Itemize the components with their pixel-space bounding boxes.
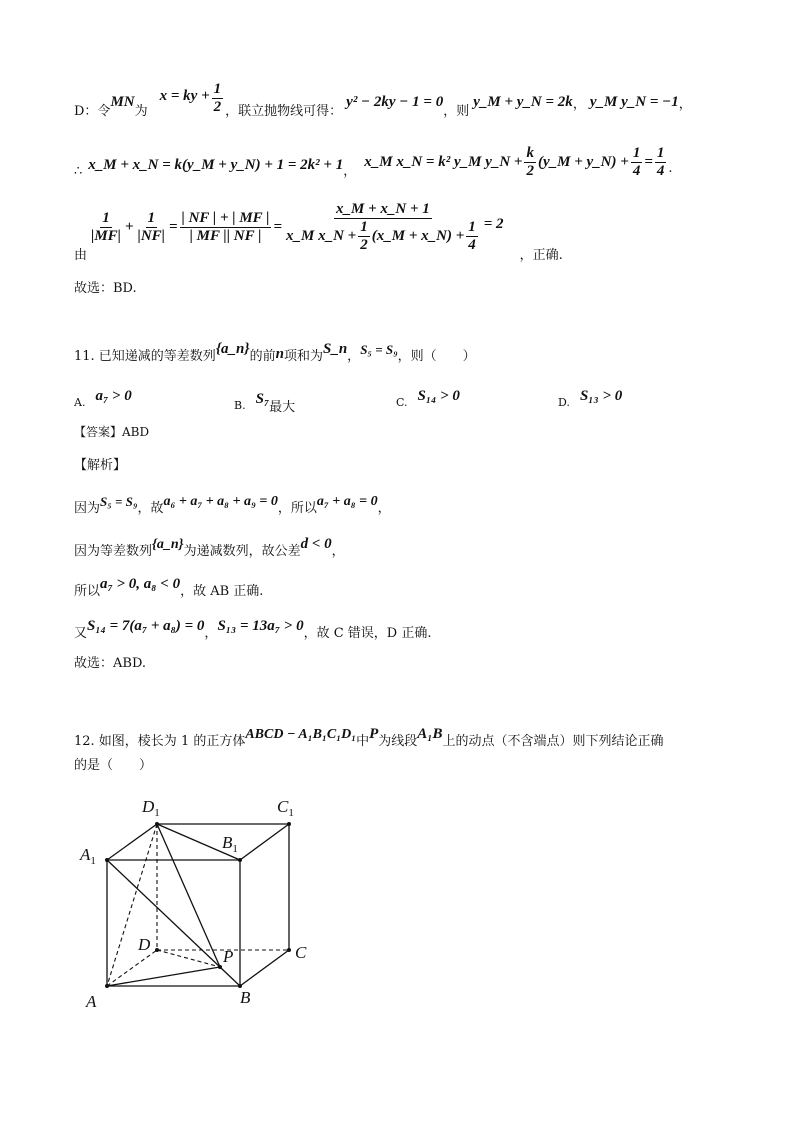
q11-stem-c: 项和为 <box>283 348 323 364</box>
vertex-c <box>287 948 291 952</box>
sum-over-product-fraction <box>180 210 272 245</box>
s1-a: 因为 <box>74 501 101 516</box>
product-x-mid: (y_M + y_N) + <box>537 153 629 170</box>
reciprocal-line <box>74 196 563 264</box>
inv-mf-fraction <box>89 210 123 245</box>
q11-step2 <box>74 530 345 559</box>
quarter-den: 4 <box>632 162 641 179</box>
product-x-left: x_M x_N = k² y_M y_N + <box>364 153 523 170</box>
s4-a: 又 <box>74 626 88 641</box>
tail-comma: ， <box>678 96 692 112</box>
option-c-label: C. <box>396 396 408 409</box>
label-b: B <box>240 988 251 1007</box>
part-d-wei: 为 <box>134 103 148 119</box>
k-num: k <box>526 144 534 161</box>
den-half-fraction <box>358 219 370 254</box>
edge-a-d-hidden <box>107 950 157 986</box>
label-a: A <box>86 992 97 1011</box>
big-fraction <box>284 201 482 254</box>
s2-a: 因为等差数列 <box>74 544 153 559</box>
q12-stem <box>74 720 664 749</box>
q11-stem <box>74 340 476 368</box>
s3-b: ，故 AB 正确. <box>180 584 264 599</box>
option-d[interactable] <box>558 384 622 409</box>
segment-a1b: A₁B <box>417 726 443 742</box>
s2-e1: {a_n} <box>152 536 184 552</box>
var-n: n <box>275 345 284 362</box>
answer-q10: 故选：BD. <box>74 281 137 296</box>
therefore-symbol: ∴ <box>74 163 83 179</box>
q12-stem-d: 上的动点（不含端点）则下列结论正确 <box>442 734 664 749</box>
vertex-a <box>105 984 109 988</box>
segment-a-p <box>107 967 220 986</box>
q11-answer: 【答案】ABD <box>74 425 150 439</box>
part-d-line <box>74 78 692 126</box>
k-den: 2 <box>526 162 534 179</box>
big-den-a: x_M x_N + <box>286 227 357 244</box>
s2-c: ， <box>331 544 345 559</box>
inv-mf-den: |MF| <box>91 227 121 244</box>
sum-sn: S_n <box>322 340 348 357</box>
q11-final: 故选：ABD. <box>74 656 147 671</box>
label-c: C <box>295 943 307 962</box>
q11-analysis: 【解析】 <box>74 458 127 473</box>
den-half-num: 1 <box>360 218 368 235</box>
inv-nf-fraction <box>136 210 167 245</box>
vertex-b1 <box>238 858 242 862</box>
vertex-d1 <box>155 822 159 826</box>
s3-a: 所以 <box>74 584 101 599</box>
half-fraction <box>212 81 224 116</box>
q12-stem-b: 中 <box>356 734 370 749</box>
half-num: 1 <box>213 80 222 97</box>
big-num: x_M + x_N + 1 <box>336 200 430 217</box>
comma: ， <box>343 163 357 179</box>
you-char: 由 <box>74 247 88 263</box>
option-d-expr: S₁₃ > 0 <box>579 388 623 404</box>
vertex-c1 <box>287 822 291 826</box>
den-q-den: 4 <box>468 236 476 253</box>
q11-step1 <box>74 487 391 516</box>
plus: + <box>124 218 134 235</box>
half-den: 2 <box>213 98 222 115</box>
big-den <box>284 219 482 254</box>
option-c-expr: S₁₄ > 0 <box>417 388 460 404</box>
option-a-label: A. <box>74 396 86 409</box>
equals-2: = <box>273 218 283 235</box>
option-d-label: D. <box>558 396 570 409</box>
s4-b: ， <box>204 626 218 641</box>
part-d-ze: ，则 <box>443 103 470 119</box>
vertex-a1 <box>105 858 109 862</box>
edge-b1-c1 <box>240 824 289 860</box>
s4-e2: S₁₃ = 13a₇ > 0 <box>217 618 304 634</box>
option-b-label: B. <box>234 399 246 412</box>
s4-c: ，故 C 错误，D 正确. <box>303 626 432 641</box>
part-d-mid: ，联立抛物线可得： <box>225 103 343 119</box>
inv-nf-num: 1 <box>147 209 155 226</box>
big-den-b: (x_M + x_N) + <box>371 227 465 244</box>
den-q-num: 1 <box>468 218 476 235</box>
option-b-expr: S₇ <box>255 391 270 407</box>
den-quarter-fraction <box>466 219 478 254</box>
s1-c: ，所以 <box>277 501 317 516</box>
q11-stem-b: 的前 <box>249 348 276 364</box>
inv-nf-den: |NF| <box>137 227 165 244</box>
label-p: P <box>223 947 234 966</box>
q12-stem-a: 12. 如图，棱长为 1 的正方体 <box>74 734 246 749</box>
sum-y-eq: y_M + y_N = 2k <box>473 93 573 110</box>
comma: ， <box>347 348 361 364</box>
sum-num: | NF | + | MF | <box>181 209 270 226</box>
den-half-den: 2 <box>360 236 368 253</box>
s1-e3: a₇ + a₈ = 0 <box>316 493 378 509</box>
edge-b-c <box>240 950 289 986</box>
equals: = <box>168 218 178 235</box>
cube-name: ABCD − A₁B₁C₁D₁ <box>245 726 357 742</box>
option-a-expr: a₇ > 0 <box>95 388 132 404</box>
equals: = <box>644 153 653 170</box>
q11-step4 <box>74 612 431 641</box>
s2-b: 为递减数列，故公差 <box>183 544 301 559</box>
point-p: P <box>369 726 379 742</box>
label-a1: $A_1$ <box>80 845 96 867</box>
option-b[interactable] <box>234 384 295 415</box>
s3-e1: a₇ > 0, a₈ < 0 <box>100 576 181 592</box>
mn-symbol: MN <box>110 93 135 110</box>
q11-stem-d: ，则（ ） <box>397 348 476 364</box>
cond-s5-s9: S₅ = S₉ <box>360 342 398 357</box>
segment-d1-a-hidden <box>107 824 157 986</box>
option-b-tail: 最大 <box>269 400 296 415</box>
quarter-num: 1 <box>632 144 641 161</box>
vertex-d <box>155 948 159 952</box>
label-d: D <box>138 935 151 954</box>
label-c1: $C_1$ <box>277 797 294 819</box>
option-a[interactable] <box>74 384 132 409</box>
period: . <box>668 160 673 176</box>
s2-e2: d < 0 <box>300 536 332 552</box>
edge-a1-b1 <box>107 824 157 860</box>
line-eq-lhs: x = ky + <box>159 87 210 104</box>
result-value: = 2 <box>483 215 504 232</box>
q11-stem-a: 11. 已知递减的等差数列 <box>74 348 216 364</box>
therefore-line <box>74 140 673 184</box>
product-den: | MF || NF | <box>189 227 262 244</box>
product-y-eq: y_M y_N = −1 <box>589 93 679 110</box>
comma: ， <box>572 96 586 112</box>
label-d1: $D_1$ <box>142 797 160 819</box>
sum-x-eq: x_M + x_N = k(y_M + y_N) + 1 = 2k² + 1 <box>88 156 344 173</box>
q12-stem-line2: 的是（ ） <box>74 758 153 773</box>
q12-stem-c: 为线段 <box>378 734 418 749</box>
s1-d: ， <box>377 501 391 516</box>
s1-e2: a₆ + a₇ + a₈ + a₉ = 0 <box>163 493 278 509</box>
correct-suffix: ，正确. <box>519 247 563 263</box>
segment-d1-p <box>157 824 220 967</box>
result-fraction <box>655 145 667 180</box>
seq-an: {a_n} <box>215 340 250 357</box>
result-den: 4 <box>656 162 665 179</box>
quarter-fraction <box>631 145 643 180</box>
result-num: 1 <box>656 144 665 161</box>
point-p-dot <box>218 965 222 969</box>
option-c[interactable] <box>396 384 460 409</box>
k-half-fraction <box>524 145 536 180</box>
inv-mf-num: 1 <box>102 209 110 226</box>
s1-e1: S₅ = S₉ <box>100 493 138 509</box>
label-b1: $B_1$ <box>222 833 238 855</box>
s1-b: ，故 <box>137 501 164 516</box>
q11-step3 <box>74 570 263 599</box>
quadratic-eq: y² − 2ky − 1 = 0 <box>346 93 444 110</box>
part-d-prefix: D：令 <box>74 103 111 119</box>
cube-figure <box>70 790 330 1020</box>
s4-e1: S₁₄ = 7(a₇ + a₈) = 0 <box>87 618 205 634</box>
